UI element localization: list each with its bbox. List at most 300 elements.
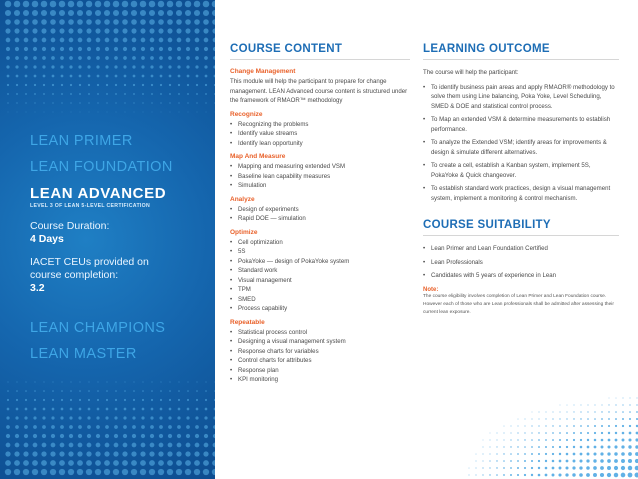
learning-outcome-intro: The course will help the participant: xyxy=(423,69,519,76)
decor-dot xyxy=(25,381,26,382)
decor-dot xyxy=(95,10,101,16)
decor-dot xyxy=(504,426,505,427)
decor-dot xyxy=(204,434,208,438)
decor-dot xyxy=(517,439,518,440)
course-content-section xyxy=(230,43,410,385)
decor-dot xyxy=(194,10,200,16)
decor-dot xyxy=(42,38,47,43)
decor-dot xyxy=(70,102,71,103)
decor-dot xyxy=(205,84,207,86)
decor-dot xyxy=(52,399,54,401)
decor-dot xyxy=(159,434,163,438)
decor-dot xyxy=(204,416,207,419)
list-item: • Candidates with 5 years of experience in Lean xyxy=(423,271,619,281)
decor-dot xyxy=(60,47,64,51)
decor-dot xyxy=(167,19,173,25)
decor-dot xyxy=(52,84,54,86)
decor-dot xyxy=(79,102,80,103)
decor-dot xyxy=(503,453,504,454)
decor-dot xyxy=(195,38,200,43)
decor-dot xyxy=(143,112,144,113)
decor-dot xyxy=(476,461,477,462)
decor-dot xyxy=(545,453,547,455)
decor-dot xyxy=(131,10,137,16)
decor-dot xyxy=(131,451,136,456)
decor-dot xyxy=(580,446,583,449)
decor-dot xyxy=(142,75,145,78)
list-item: • Design of experiments xyxy=(230,205,410,215)
decor-dot xyxy=(141,47,145,51)
decor-dot xyxy=(552,432,554,434)
decor-dot xyxy=(34,408,37,411)
ceu-label: IACET CEUs provided on course completion: xyxy=(30,256,149,281)
decor-dot xyxy=(41,451,46,456)
decor-dot xyxy=(195,416,198,419)
decor-dot xyxy=(60,38,65,43)
decor-dot xyxy=(62,112,63,113)
decor-dot xyxy=(545,425,546,426)
decor-dot xyxy=(195,443,200,448)
decor-dot xyxy=(169,381,170,382)
decor-dot xyxy=(594,439,597,442)
decor-dot xyxy=(123,56,127,60)
decor-dot xyxy=(115,390,117,392)
decor-dot xyxy=(122,10,128,16)
decor-dot xyxy=(132,416,135,419)
decor-dot xyxy=(41,469,47,475)
decor-dot xyxy=(79,84,81,86)
decor-dot xyxy=(96,38,101,43)
decor-dot xyxy=(15,434,19,438)
decor-dot xyxy=(176,19,182,25)
decor-dot xyxy=(160,399,162,401)
decor-dot xyxy=(204,65,207,68)
decor-dot xyxy=(178,84,180,86)
decor-dot xyxy=(538,425,539,426)
decor-dot xyxy=(6,416,9,419)
decor-dot xyxy=(78,38,83,43)
decor-dot xyxy=(142,381,143,382)
decor-dot xyxy=(176,28,181,33)
analyze-list xyxy=(230,205,410,224)
decor-dot xyxy=(61,75,64,78)
decor-dot xyxy=(187,93,189,95)
decor-dot xyxy=(43,84,45,86)
decor-dot xyxy=(95,19,101,25)
decor-dot xyxy=(531,439,533,441)
optimize-list xyxy=(230,238,410,314)
decor-dot xyxy=(43,408,46,411)
decor-dot xyxy=(88,390,90,392)
decor-dot xyxy=(113,19,119,25)
decor-dot xyxy=(6,38,11,43)
decor-dot xyxy=(61,390,63,392)
decor-dot xyxy=(214,93,215,95)
decor-dot xyxy=(78,65,81,68)
decor-dot xyxy=(14,1,21,8)
decor-dot xyxy=(79,75,82,78)
decor-dot xyxy=(196,84,198,86)
decor-dot xyxy=(538,439,540,441)
decor-dot xyxy=(50,469,56,475)
decor-dot xyxy=(524,439,525,440)
decor-dot xyxy=(106,399,108,401)
decor-dot xyxy=(510,446,511,447)
optimize-heading: Optimize xyxy=(230,228,258,236)
decor-dot xyxy=(51,47,55,51)
decor-dot xyxy=(158,1,165,8)
decor-dot xyxy=(34,93,36,95)
decor-dot xyxy=(151,381,152,382)
decor-dot xyxy=(115,102,116,103)
decor-dot xyxy=(6,443,11,448)
list-item: • PokaYoke — design of PokaYoke system xyxy=(230,257,410,267)
decor-dot xyxy=(24,56,28,60)
recognize-heading: Recognize xyxy=(230,110,263,118)
decor-dot xyxy=(601,425,603,427)
decor-dot xyxy=(168,416,171,419)
decor-dot xyxy=(628,473,633,478)
decor-dot xyxy=(96,47,100,51)
decor-dot xyxy=(52,102,53,103)
course-content-title: COURSE CONTENT xyxy=(230,43,410,60)
decor-dot xyxy=(538,446,540,448)
decor-dot xyxy=(5,19,11,25)
decor-dot xyxy=(131,460,137,466)
decor-dot xyxy=(70,408,73,411)
decor-dot xyxy=(566,439,568,441)
decor-dot xyxy=(567,405,568,406)
decor-dot xyxy=(113,460,119,466)
decor-dot xyxy=(594,404,595,405)
decor-dot xyxy=(105,443,110,448)
decor-dot xyxy=(628,452,632,456)
decor-dot xyxy=(622,404,623,405)
decor-dot xyxy=(142,408,145,411)
decor-dot xyxy=(614,452,617,455)
decor-dot xyxy=(149,451,154,456)
decor-dot xyxy=(133,84,135,86)
decor-dot xyxy=(16,399,18,401)
decor-dot xyxy=(622,411,624,413)
decor-dot xyxy=(43,390,45,392)
decor-dot xyxy=(594,432,596,434)
decor-dot xyxy=(141,434,145,438)
decor-dot xyxy=(150,443,155,448)
decor-dot xyxy=(552,439,554,441)
decor-dot xyxy=(114,443,119,448)
decor-dot xyxy=(168,38,173,43)
decor-dot xyxy=(96,443,101,448)
decor-dot xyxy=(177,443,182,448)
decor-dot xyxy=(14,460,20,466)
learning-outcome-section xyxy=(423,43,619,317)
decor-dot xyxy=(168,425,172,429)
decor-dot xyxy=(496,439,497,440)
decor-dot xyxy=(614,445,617,448)
decor-dot xyxy=(41,460,47,466)
decor-dot xyxy=(16,93,18,95)
decor-dot xyxy=(601,439,604,442)
decor-dot xyxy=(52,390,54,392)
list-item: • Simulation xyxy=(230,181,410,191)
decor-dot xyxy=(25,399,27,401)
change-management-heading: Change Management xyxy=(230,68,296,75)
decor-dot xyxy=(178,381,179,382)
decor-dot xyxy=(141,416,144,419)
decor-dot xyxy=(142,399,144,401)
decor-dot xyxy=(42,56,46,60)
decor-dot xyxy=(559,460,562,463)
decor-dot xyxy=(106,75,109,78)
decor-dot xyxy=(203,10,209,16)
decor-dot xyxy=(6,56,10,60)
decor-dot xyxy=(32,469,38,475)
decor-dot xyxy=(80,112,81,113)
decor-dot xyxy=(7,408,10,411)
decor-dot xyxy=(115,408,118,411)
decor-dot xyxy=(97,381,98,382)
level-lean-advanced: LEAN ADVANCED xyxy=(30,185,167,202)
decor-dot xyxy=(213,47,215,51)
decor-dot xyxy=(149,469,155,475)
decor-dot xyxy=(178,102,179,103)
recognize-list xyxy=(230,120,410,149)
repeatable-heading: Repeatable xyxy=(230,318,265,326)
decor-dot xyxy=(517,474,519,476)
decor-dot xyxy=(79,408,82,411)
decor-dot xyxy=(621,459,625,463)
decor-dot xyxy=(122,451,127,456)
decor-dot xyxy=(96,416,99,419)
decor-dot xyxy=(616,398,617,399)
decor-dot xyxy=(78,434,82,438)
decor-dot xyxy=(87,38,92,43)
duration-value: 4 Days xyxy=(30,233,64,245)
decor-dot xyxy=(97,390,99,392)
decor-dot xyxy=(212,1,215,8)
decor-dot xyxy=(50,451,55,456)
decor-dot xyxy=(123,425,127,429)
decor-dot xyxy=(168,47,172,51)
list-item: • To establish standard work practices, design a visual management system, implement a monitoring & control mechanism. xyxy=(423,184,619,203)
decor-dot xyxy=(178,408,181,411)
decor-dot xyxy=(475,467,476,468)
decor-dot xyxy=(622,418,624,420)
decor-dot xyxy=(545,446,547,448)
decor-dot xyxy=(5,469,11,475)
decor-dot xyxy=(87,434,91,438)
decor-dot xyxy=(185,451,190,456)
decor-dot xyxy=(70,399,72,401)
decor-dot xyxy=(482,467,483,468)
decor-dot xyxy=(503,446,504,447)
decor-dot xyxy=(213,56,215,60)
decor-dot xyxy=(159,65,162,68)
decor-dot xyxy=(7,390,9,392)
list-item: • SMED xyxy=(230,295,410,305)
decor-dot xyxy=(213,38,215,43)
decor-dot xyxy=(545,418,546,419)
decor-dot xyxy=(212,451,215,456)
list-item: • KPI monitoring xyxy=(230,375,410,385)
decor-dot xyxy=(122,19,128,25)
decor-dot xyxy=(15,416,18,419)
decor-dot xyxy=(489,467,490,468)
decor-dot xyxy=(531,432,532,433)
decor-dot xyxy=(205,381,206,382)
decor-dot xyxy=(25,75,28,78)
decor-dot xyxy=(24,47,28,51)
decor-dot xyxy=(204,38,209,43)
decor-dot xyxy=(490,440,491,441)
decor-dot xyxy=(105,38,110,43)
decor-dot xyxy=(194,460,200,466)
decor-dot xyxy=(545,439,547,441)
decor-dot xyxy=(621,466,625,470)
decor-dot xyxy=(212,460,215,466)
decor-dot xyxy=(77,19,83,25)
decor-dot xyxy=(87,416,90,419)
decor-dot xyxy=(140,451,145,456)
decor-dot xyxy=(552,425,553,426)
decor-dot xyxy=(151,399,153,401)
decor-dot xyxy=(176,10,182,16)
decor-dot xyxy=(16,84,18,86)
decor-dot xyxy=(96,56,100,60)
decor-dot xyxy=(178,75,181,78)
decor-dot xyxy=(78,416,81,419)
decor-dot xyxy=(573,418,574,419)
decor-dot xyxy=(188,112,189,113)
decor-dot xyxy=(195,425,199,429)
decor-dot xyxy=(159,416,162,419)
decor-dot xyxy=(86,1,93,8)
list-item: • To create a cell, establish a Kanban system, implement 5S, PokaYoke & Quick changeover. xyxy=(423,161,619,180)
decor-dot xyxy=(113,10,119,16)
decor-dot xyxy=(106,102,107,103)
decor-dot xyxy=(607,445,610,448)
decor-dot xyxy=(33,47,37,51)
decor-dot xyxy=(608,418,610,420)
decor-dot xyxy=(68,1,75,8)
decor-dot xyxy=(141,38,146,43)
decor-dot xyxy=(115,399,117,401)
decor-dot xyxy=(496,446,497,447)
decor-dot xyxy=(87,65,90,68)
decor-dot xyxy=(187,102,188,103)
learning-outcome-title: LEARNING OUTCOME xyxy=(423,43,619,60)
decor-dot xyxy=(559,411,560,412)
decor-dot xyxy=(114,56,118,60)
decor-dot xyxy=(194,19,200,25)
decor-dot xyxy=(168,56,172,60)
decor-dot xyxy=(552,460,555,463)
decor-dot xyxy=(34,399,36,401)
decor-dot xyxy=(133,390,135,392)
decor-dot xyxy=(510,439,511,440)
decor-dot xyxy=(50,460,56,466)
decor-dot xyxy=(105,416,108,419)
decor-dot xyxy=(106,381,107,382)
decor-dot xyxy=(538,467,540,469)
decor-dot xyxy=(41,10,47,16)
decor-dot xyxy=(579,473,583,477)
decor-dot xyxy=(95,469,101,475)
decor-dot xyxy=(185,19,191,25)
decor-dot xyxy=(176,469,182,475)
decor-dot xyxy=(8,112,9,113)
decor-dot xyxy=(482,460,483,461)
decor-dot xyxy=(186,56,190,60)
decor-dot xyxy=(123,434,127,438)
list-item: • Visual management xyxy=(230,276,410,286)
decor-dot xyxy=(88,84,90,86)
decor-dot xyxy=(572,473,575,476)
decor-dot xyxy=(614,459,618,463)
decor-dot xyxy=(5,10,11,16)
decor-dot xyxy=(97,93,99,95)
decor-dot xyxy=(132,443,137,448)
decor-dot xyxy=(588,405,589,406)
decor-dot xyxy=(96,65,99,68)
decor-dot xyxy=(68,469,74,475)
decor-dot xyxy=(104,469,110,475)
decor-dot xyxy=(205,75,208,78)
decor-dot xyxy=(196,75,199,78)
decor-dot xyxy=(77,10,83,16)
decor-dot xyxy=(33,56,37,60)
decor-dot xyxy=(205,399,207,401)
decor-dot xyxy=(609,398,610,399)
decor-dot xyxy=(86,19,92,25)
decor-dot xyxy=(59,460,65,466)
decor-dot xyxy=(33,434,37,438)
decor-dot xyxy=(51,56,55,60)
decor-dot xyxy=(142,84,144,86)
decor-dot xyxy=(105,425,109,429)
decor-dot xyxy=(77,460,83,466)
decor-dot xyxy=(607,459,611,463)
decor-dot xyxy=(213,65,215,68)
decor-dot xyxy=(97,75,100,78)
decor-dot xyxy=(88,381,89,382)
decor-dot xyxy=(587,418,589,420)
decor-dot xyxy=(601,418,603,420)
decor-dot xyxy=(545,474,548,477)
decor-dot xyxy=(587,453,590,456)
decor-dot xyxy=(565,473,568,476)
decor-dot xyxy=(496,460,497,461)
decor-dot xyxy=(140,1,147,8)
decor-dot xyxy=(132,38,137,43)
decor-dot xyxy=(185,1,192,8)
decor-dot xyxy=(545,460,547,462)
decor-dot xyxy=(169,93,171,95)
decor-dot xyxy=(34,390,36,392)
decor-dot xyxy=(615,439,618,442)
list-item: • Baseline lean capability measures xyxy=(230,172,410,182)
decor-dot xyxy=(559,432,561,434)
decor-dot xyxy=(89,112,90,113)
decor-dot xyxy=(169,390,171,392)
decor-dot xyxy=(95,28,100,33)
decor-dot xyxy=(59,1,66,8)
decor-dot xyxy=(5,451,10,456)
decor-dot xyxy=(105,65,108,68)
decor-dot xyxy=(24,38,29,43)
decor-dot xyxy=(59,451,64,456)
